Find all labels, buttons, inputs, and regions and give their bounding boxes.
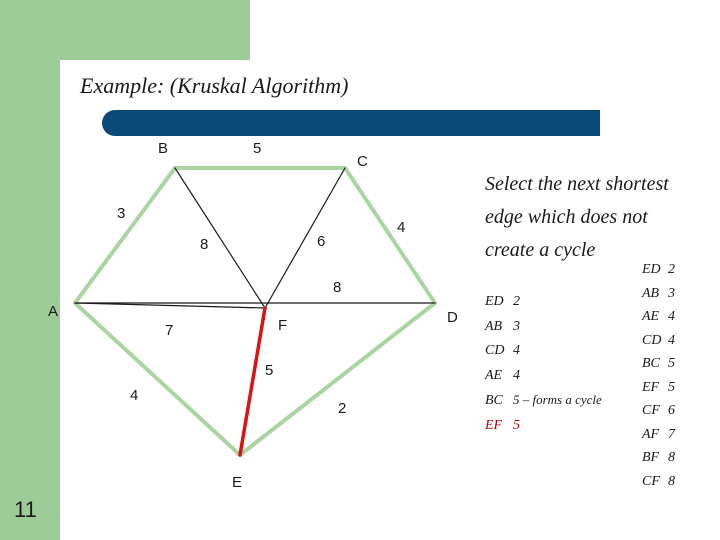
edge-name: CD [485,343,505,358]
slide-number: 11 [14,497,37,522]
instruction-text [485,168,715,267]
sorted-row [642,399,675,423]
instruction-line: edge which does not [485,206,648,228]
edge-weight-ad: 8 [333,279,342,296]
edge-ef [240,308,265,455]
sorted-row [642,329,675,353]
edge-name: AF [642,426,660,442]
edge-bf [175,168,265,308]
edge-weight: 4 [668,332,675,348]
edge-weight-cd: 4 [397,219,406,236]
sorted-row [642,446,675,470]
processed-row-selected [485,414,602,439]
vertex-b: B [158,140,169,157]
edge-name: ED [485,294,504,309]
edge-name: AB [485,318,503,334]
processed-row [485,339,602,364]
edge-weight: 5 [513,417,520,433]
edge-cd [345,168,435,303]
edge-weight-cf: 6 [317,233,326,250]
sorted-row [642,352,675,376]
edge-weight: 5 [668,379,675,395]
edge-weight: 3 [513,318,520,334]
processed-edges-list [485,290,602,438]
edge-weight: 4 [668,309,675,324]
vertex-a: A [48,303,59,320]
processed-row [485,290,602,315]
edge-weight-ed: 2 [338,400,347,417]
sorted-edges-list [642,258,675,493]
edge-weight: 7 [668,426,675,442]
edge-weight: 5 [668,356,675,371]
edge-name: CF [642,473,660,489]
sorted-row [642,305,675,329]
edge-weight-ae: 4 [130,387,139,404]
edge-name: AB [642,285,660,301]
edge-weight: 2 [513,294,520,309]
processed-row [485,364,602,389]
edge-weight-ef: 5 [265,362,274,379]
edge-name: EF [485,417,503,433]
edge-weight-af: 7 [165,322,174,339]
edge-weight: 6 [668,403,675,418]
edge-weight: 2 [668,262,675,277]
edge-weight: 4 [513,367,520,383]
edge-weight-ab: 3 [117,205,126,222]
slide-title: Example: (Kruskal Algorithm) [80,73,349,98]
sorted-row [642,470,675,494]
sorted-row [642,376,675,400]
edge-name: ED [642,262,661,277]
edge-name: BF [642,450,660,465]
edge-weight: 4 [513,343,520,358]
edge-weight: 3 [668,285,675,301]
processed-row [485,388,602,414]
edge-ab [75,168,175,303]
edge-name: AE [642,309,660,324]
edge-name: CF [642,403,660,418]
vertex-f: F [278,317,288,334]
edge-weight-bc: 5 [253,140,262,157]
sorted-row [642,423,675,447]
instruction-line: Select the next shortest [485,173,669,195]
edge-name: CD [642,332,662,348]
sorted-row [642,282,675,306]
edge-name: BC [642,356,660,371]
edge-weight: 8 [668,450,675,465]
edge-ae [75,303,240,455]
edge-weight: 8 [668,473,675,489]
edge-name: AE [485,367,503,383]
edge-name: BC [485,393,503,408]
vertex-c: C [357,153,368,170]
processed-row [485,315,602,340]
edge-name: EF [642,379,660,395]
edge-weight-bf: 8 [200,236,209,253]
edge-ed [240,303,435,455]
edge-weight-cycle-note: 5 – forms a cycle [513,392,602,407]
vertex-e: E [232,474,243,491]
instruction-line: create a cycle [485,239,596,261]
vertex-d: D [447,309,458,326]
edge-af [75,303,265,308]
sorted-row [642,258,675,282]
